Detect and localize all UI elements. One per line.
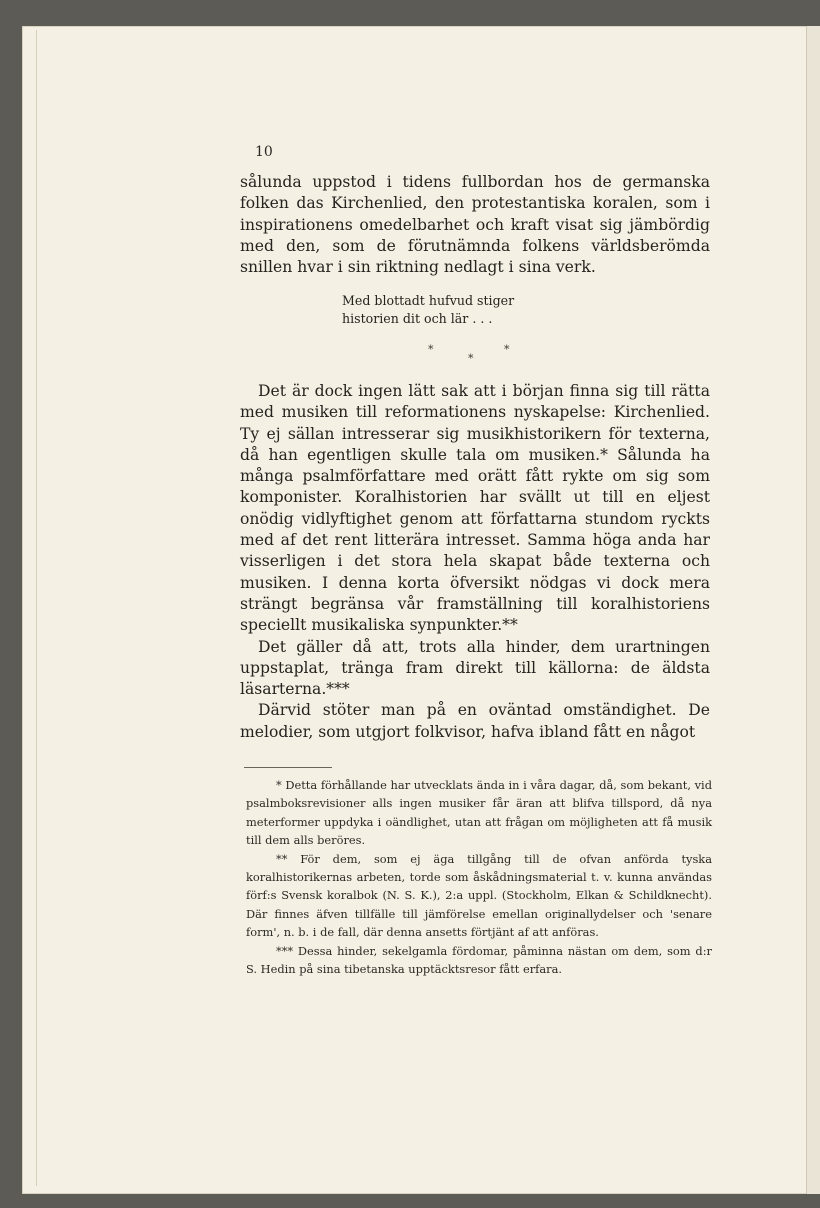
footnotes <box>246 776 712 978</box>
section-asterism <box>428 343 518 367</box>
asterism-left: * <box>428 343 434 356</box>
asterism-bottom: * <box>468 352 474 365</box>
page-number: 10 <box>255 144 273 160</box>
next-page-edge <box>806 26 820 1194</box>
asterism-right: * <box>504 343 510 356</box>
main-text <box>240 381 710 743</box>
footnote-divider <box>244 767 332 768</box>
quote-line-2: historien dit och lär . . . <box>342 311 493 326</box>
paragraph-1: sålunda uppstod i tidens fullbordan hos de germanska folken das Kirchenlied, den protestantiska koralen, som i inspirationens omedelbarhet och kraft visat sig jämbördig med den, som de förutnämnda folkens världsberömda snillen hvar i sin riktning nedlagt i sina verk. <box>240 173 710 277</box>
footnote-3: *** Dessa hinder, sekelgamla fördomar, påminna nästan om dem, som d:r S. Hedin på sina tibetanska upptäcktsresor fått erfara. <box>246 943 712 977</box>
paragraph-3: Det gäller då att, trots alla hinder, dem urartningen uppstaplat, tränga fram direkt till källorna: de äldsta läsarterna.*** <box>240 637 710 699</box>
quote-line-1: Med blottadt hufvud stiger <box>342 293 515 308</box>
paragraph-4: Därvid stöter man på en oväntad omständighet. De melodier, som utgjort folkvisor, hafva ibland fått en något <box>240 701 710 741</box>
verse-quote <box>342 292 642 328</box>
footnote-2: ** För dem, som ej äga tillgång till de ofvan anförda tyska koralhistorikernas arbeten, torde som åskådningsmaterial t. v. kunna användas förf:s Svensk koralbok (N. S. K.), 2:a uppl. (Stockholm, Elkan & Schildknecht). Där finnes äfven tillfälle till jämförelse emellan originallydelser och 'senare form', n. b. i de fall, där denna ansetts förtjänt af att anföras. <box>246 851 712 940</box>
paragraph-2: Det är dock ingen lätt sak att i början finna sig till rätta med musiken till reformationens nyskapelse: Kirchenlied. Ty ej sällan intresserar sig musikhistorikern för texterna, då han egentligen skulle tala om musiken.* Sålunda ha många psalmförfattare med orätt fått rykte om sig som komponister. Koralhistorien har svällt ut till en eljest onödig vidlyftighet genom att författarna stundom ryckts med af det rent litterära intresset. Samma höga anda har visserligen i det stora hela skapat både texterna och musiken. I denna korta öfversikt nödgas vi dock mera strängt begränsa vår framställning till koralhistoriens speciellt musikaliska synpunkter.** <box>240 382 710 635</box>
page-fold-line <box>36 30 37 1186</box>
footnote-1: * Detta förhållande har utvecklats ända in i våra dagar, då, som bekant, vid psalmboksrevisioner alls ingen musiker får äran att blifva tillspord, då nya meterformer uppdyka i oändlighet, utan att frågan om möjligheten att få musik till dem alls beröres. <box>246 778 712 848</box>
